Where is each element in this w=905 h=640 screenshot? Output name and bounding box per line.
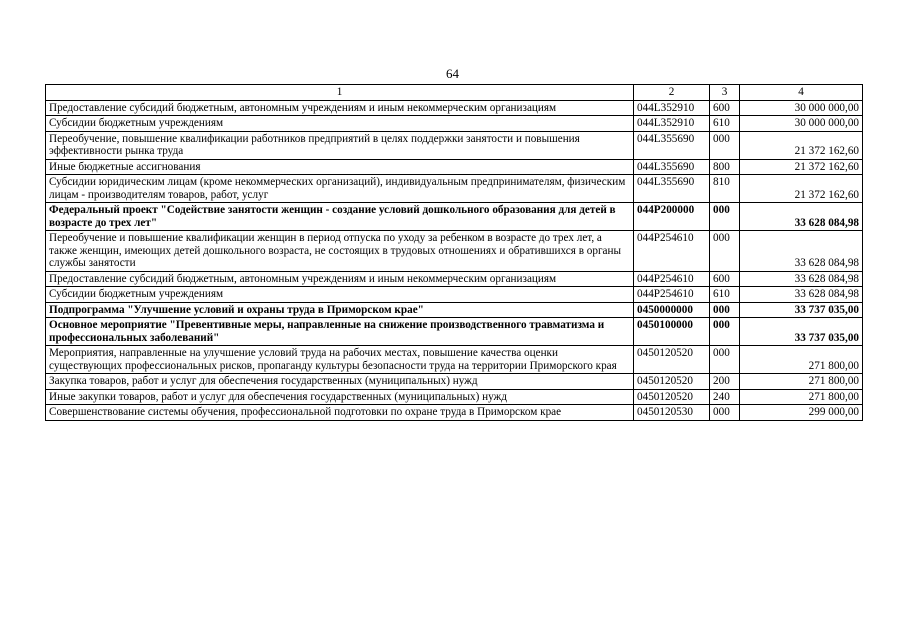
row-amount-cell: 30 000 000,00 (740, 116, 863, 132)
row-type-cell: 000 (710, 203, 740, 231)
row-amount-cell: 33 737 035,00 (740, 318, 863, 346)
row-amount-cell: 21 372 162,60 (740, 159, 863, 175)
row-code-cell: 044L352910 (634, 116, 710, 132)
row-code-cell: 044P200000 (634, 203, 710, 231)
row-code-cell: 044L352910 (634, 100, 710, 116)
row-amount-cell: 271 800,00 (740, 374, 863, 390)
row-code-cell: 0450120520 (634, 389, 710, 405)
row-amount-cell: 30 000 000,00 (740, 100, 863, 116)
row-code-cell: 0450120520 (634, 346, 710, 374)
row-amount-cell: 271 800,00 (740, 346, 863, 374)
page-number: 64 (446, 66, 459, 81)
row-name-cell: Предоставление субсидий бюджетным, автономным учреждениям и иным некоммерческим организациям (46, 271, 634, 287)
row-type-cell: 000 (710, 346, 740, 374)
row-name-cell: Субсидии юридическим лицам (кроме некоммерческих организаций), индивидуальным предпринимателям, физическим лицам - производителям товаров, работ, услуг (46, 175, 634, 203)
row-type-cell: 000 (710, 302, 740, 318)
budget-table (45, 84, 863, 421)
row-amount-cell: 33 628 084,98 (740, 287, 863, 303)
row-name-cell: Основное мероприятие "Превентивные меры, направленные на снижение производственного травматизма и профессиональных заболеваний" (46, 318, 634, 346)
row-type-cell: 000 (710, 231, 740, 272)
row-amount-cell: 33 628 084,98 (740, 231, 863, 272)
row-amount-cell: 21 372 162,60 (740, 175, 863, 203)
table-row (46, 100, 863, 116)
row-code-cell: 0450000000 (634, 302, 710, 318)
table-row (46, 231, 863, 272)
row-code-cell: 044P254610 (634, 231, 710, 272)
header-col-type: 3 (710, 85, 740, 101)
row-name-cell: Предоставление субсидий бюджетным, автономным учреждениям и иным некоммерческим организациям (46, 100, 634, 116)
row-amount-cell: 33 628 084,98 (740, 271, 863, 287)
row-name-cell: Закупка товаров, работ и услуг для обеспечения государственных (муниципальных) нужд (46, 374, 634, 390)
table-row (46, 175, 863, 203)
row-amount-cell: 33 628 084,98 (740, 203, 863, 231)
row-code-cell: 0450120530 (634, 405, 710, 421)
row-code-cell: 0450120520 (634, 374, 710, 390)
row-type-cell: 610 (710, 116, 740, 132)
table-header-row (46, 85, 863, 101)
row-name-cell: Переобучение, повышение квалификации работников предприятий в целях поддержки занятости и повышения эффективности рынка труда (46, 131, 634, 159)
row-type-cell: 810 (710, 175, 740, 203)
row-type-cell: 000 (710, 405, 740, 421)
table-row (46, 318, 863, 346)
row-type-cell: 600 (710, 100, 740, 116)
table-row (46, 271, 863, 287)
table-row (46, 159, 863, 175)
row-type-cell: 610 (710, 287, 740, 303)
header-col-code: 2 (634, 85, 710, 101)
row-name-cell: Совершенствование системы обучения, профессиональной подготовки по охране труда в Приморском крае (46, 405, 634, 421)
table-row (46, 405, 863, 421)
row-name-cell: Мероприятия, направленные на улучшение условий труда на рабочих местах, повышение качества оценки существующих профессиональных рисков, пропаганду культуры безопасности труда на территории Приморского края (46, 346, 634, 374)
table-row (46, 374, 863, 390)
budget-table-body (46, 85, 863, 421)
row-code-cell: 044P254610 (634, 271, 710, 287)
table-row (46, 389, 863, 405)
row-name-cell: Федеральный проект "Содействие занятости женщин - создание условий дошкольного образования для детей в возрасте до трех лет" (46, 203, 634, 231)
row-amount-cell: 271 800,00 (740, 389, 863, 405)
table-row (46, 302, 863, 318)
table-row (46, 287, 863, 303)
row-code-cell: 044L355690 (634, 159, 710, 175)
row-code-cell: 044L355690 (634, 175, 710, 203)
row-amount-cell: 33 737 035,00 (740, 302, 863, 318)
row-name-cell: Иные закупки товаров, работ и услуг для обеспечения государственных (муниципальных) нужд (46, 389, 634, 405)
row-code-cell: 044P254610 (634, 287, 710, 303)
row-name-cell: Субсидии бюджетным учреждениям (46, 116, 634, 132)
row-type-cell: 240 (710, 389, 740, 405)
row-code-cell: 0450100000 (634, 318, 710, 346)
row-name-cell: Субсидии бюджетным учреждениям (46, 287, 634, 303)
table-row (46, 116, 863, 132)
row-type-cell: 000 (710, 318, 740, 346)
row-code-cell: 044L355690 (634, 131, 710, 159)
row-type-cell: 200 (710, 374, 740, 390)
table-row (46, 131, 863, 159)
header-col-amount: 4 (740, 85, 863, 101)
row-amount-cell: 21 372 162,60 (740, 131, 863, 159)
row-name-cell: Переобучение и повышение квалификации женщин в период отпуска по уходу за ребенком в возрасте до трех лет, а также женщин, имеющих детей дошкольного возраста, не состоящих в трудовых отношениях и обратившихся в органы службы занятости (46, 231, 634, 272)
row-type-cell: 800 (710, 159, 740, 175)
row-name-cell: Иные бюджетные ассигнования (46, 159, 634, 175)
row-name-cell: Подпрограмма "Улучшение условий и охраны труда в Приморском крае" (46, 302, 634, 318)
table-row (46, 346, 863, 374)
row-amount-cell: 299 000,00 (740, 405, 863, 421)
row-type-cell: 000 (710, 131, 740, 159)
row-type-cell: 600 (710, 271, 740, 287)
header-col-name: 1 (46, 85, 634, 101)
table-row (46, 203, 863, 231)
